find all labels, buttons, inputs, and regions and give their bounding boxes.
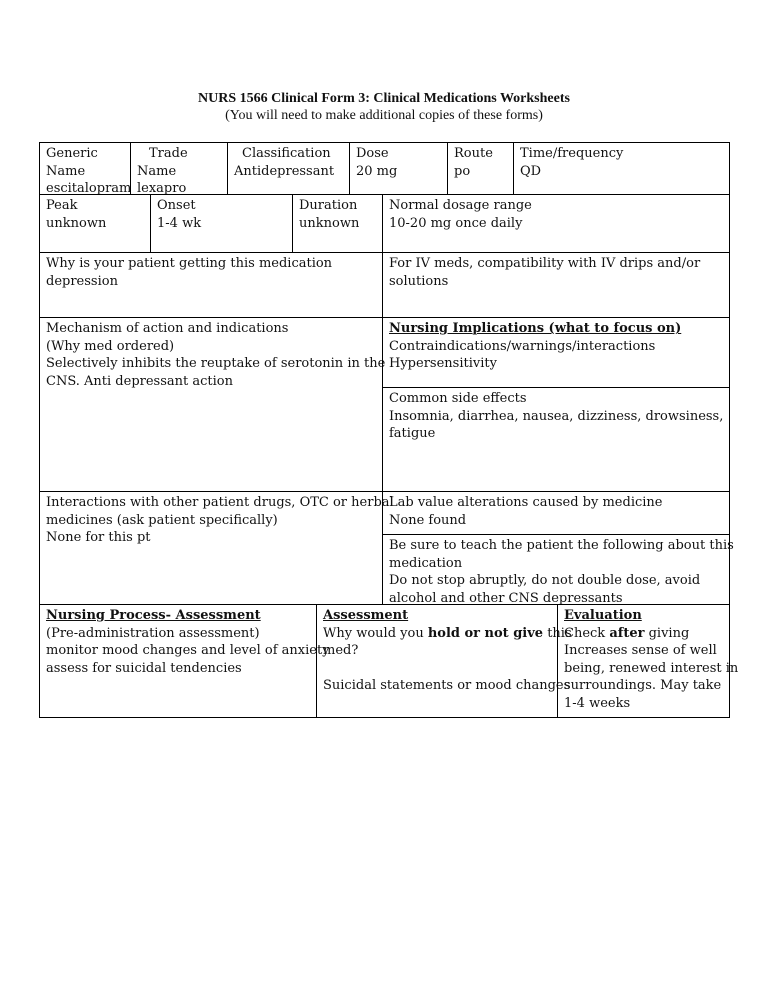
mechanism-sublabel: (Why med ordered) — [46, 338, 175, 354]
teach-value: Do not stop abruptly, do not double dose, avoid — [389, 573, 701, 588]
iv-label-2: solutions — [389, 273, 449, 289]
teach-patient-cell — [382, 534, 734, 606]
mechanism-text: Selectively inhibits the reuptake of serotonin in the — [46, 356, 386, 371]
nursing-process-assessment-cell — [39, 604, 330, 718]
mechanism-text-2: CNS. Anti depressant action — [46, 373, 233, 389]
generic-label: Generic — [46, 146, 98, 161]
evaluation-value: Increases sense of well — [564, 643, 717, 658]
side-effects-cell — [382, 387, 730, 492]
frequency-label: Time/frequency — [520, 146, 624, 161]
lab-label: Lab value alterations caused by medicine — [389, 495, 663, 510]
peak-value: unknown — [46, 215, 107, 231]
generic-name-cell — [39, 142, 131, 195]
frequency-value: QD — [520, 163, 542, 179]
trade-label-2: Name — [137, 163, 177, 179]
dosage-range-cell — [382, 194, 730, 253]
teach-label: Be sure to teach the patient the following about this — [389, 538, 734, 553]
assessment-value: Suicidal statements or mood changes — [323, 678, 571, 693]
onset-label: Onset — [157, 198, 196, 213]
evaluation-value-2: being, renewed interest in — [564, 660, 739, 676]
assessment-question — [323, 625, 572, 643]
assessment-cell — [316, 604, 572, 718]
dosage-range-value: 10-20 mg once daily — [389, 215, 523, 231]
onset-value: 1-4 wk — [157, 215, 202, 231]
evaluation-check — [564, 625, 723, 643]
frequency-cell — [513, 142, 730, 195]
dose-cell — [349, 142, 448, 195]
page-title: NURS 1566 Clinical Form 3: Clinical Medications Worksheets — [198, 91, 570, 106]
route-label: Route — [454, 146, 493, 161]
route-cell — [447, 142, 514, 195]
side-effects-value: Insomnia, diarrhea, nausea, dizziness, drowsiness, — [389, 408, 724, 424]
why-label: Why is your patient getting this medication — [46, 256, 333, 271]
evaluation-value-3: surroundings. May take — [564, 678, 722, 693]
evaluation-value-4: 1-4 weeks — [564, 695, 631, 711]
evaluation-check-post: giving — [644, 625, 690, 641]
interactions-cell — [39, 491, 394, 605]
dose-label: Dose — [356, 146, 389, 161]
side-effects-value-2: fatigue — [389, 426, 436, 441]
peak-label: Peak — [46, 198, 78, 213]
nursing-implications-cell — [382, 317, 730, 388]
trade-label: Trade — [149, 146, 188, 161]
nursing-implications-heading: Nursing Implications (what to focus on) — [389, 321, 682, 336]
nursing-process-value: monitor mood changes and level of anxiety — [46, 643, 330, 658]
onset-cell — [150, 194, 293, 253]
evaluation-check-bold: after — [609, 625, 645, 641]
dose-value: 20 mg — [356, 163, 398, 179]
evaluation-cell — [557, 604, 739, 718]
assessment-question-2: med? — [323, 643, 359, 658]
evaluation-heading: Evaluation — [564, 608, 642, 623]
mechanism-cell — [39, 317, 386, 492]
classification-cell — [227, 142, 350, 195]
interactions-label-2: medicines (ask patient specifically) — [46, 512, 278, 528]
assessment-question-pre: Why would you — [323, 625, 428, 641]
lab-value: None found — [389, 512, 467, 528]
iv-label: For IV meds, compatibility with IV drips and/or — [389, 256, 701, 271]
lab-alterations-cell — [382, 491, 730, 535]
interactions-label: Interactions with other patient drugs, OTC or herbal — [46, 495, 394, 510]
classification-value: Antidepressant — [234, 163, 335, 179]
why-ordered-cell — [39, 252, 383, 318]
iv-compatibility-cell — [382, 252, 730, 318]
duration-label: Duration — [299, 198, 358, 213]
assessment-spacer — [323, 660, 551, 678]
assessment-heading: Assessment — [323, 608, 409, 623]
generic-value: escitalopram — [46, 181, 132, 196]
assessment-question-post: this — [543, 625, 572, 641]
assessment-question-bold: hold or not give — [427, 625, 544, 641]
generic-label-2: Name — [46, 163, 86, 179]
teach-value-2: alcohol and other CNS depressants — [389, 590, 623, 606]
route-value: po — [454, 163, 471, 179]
nursing-process-value-2: assess for suicidal tendencies — [46, 660, 242, 676]
nursing-process-heading: Nursing Process- Assessment — [46, 608, 261, 623]
interactions-value: None for this pt — [46, 530, 151, 545]
trade-value: lexapro — [137, 181, 187, 196]
teach-label-2: medication — [389, 555, 463, 571]
classification-label: Classification — [242, 146, 331, 161]
contraindications-value: Hypersensitivity — [389, 356, 497, 371]
duration-value: unknown — [299, 215, 360, 231]
peak-cell — [39, 194, 151, 253]
mechanism-label: Mechanism of action and indications — [46, 321, 289, 336]
contraindications-label: Contraindications/warnings/interactions — [389, 338, 656, 354]
duration-cell — [292, 194, 383, 253]
evaluation-check-pre: Check — [564, 625, 610, 641]
trade-name-cell — [130, 142, 228, 195]
page-subtitle: (You will need to make additional copies of these forms) — [225, 108, 543, 123]
why-value: depression — [46, 273, 118, 289]
nursing-process-sublabel: (Pre-administration assessment) — [46, 625, 260, 641]
dosage-range-label: Normal dosage range — [389, 198, 532, 213]
side-effects-label: Common side effects — [389, 391, 527, 406]
